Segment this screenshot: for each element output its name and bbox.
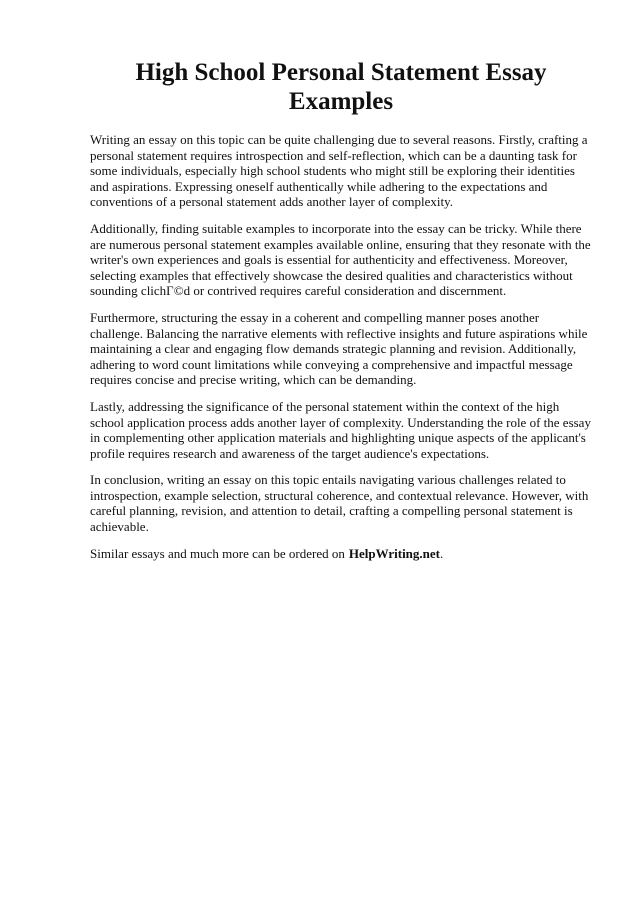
helpwriting-link[interactable]: HelpWriting.net [348, 545, 440, 561]
paragraph-conclusion: In conclusion, writing an essay on this topic entails navigating various challenges related to introspection, example selection, structural coherence, and contextual relevance. However, with careful planning, revision, and attention to detail, crafting a compelling personal statement is achievable. [90, 472, 589, 535]
paragraph-significance: Lastly, addressing the significance of the personal statement within the context of the high school application process adds another layer of complexity. Understanding the role of the essay in complementing other application materials and highlighting unique aspects of the applicant's profile requires research and awareness of the target audience's expectations. [90, 398, 591, 461]
paragraph-intro: Writing an essay on this topic can be quite challenging due to several reasons. Firstly, crafting a personal statement requires introspection and self-reflection, which can be a daunting task for some individuals, especially high school students who might still be exploring their identities and aspirations. Expressing oneself authentically while adhering to the expectations and conventions of a personal statement adds another layer of complexity. [90, 132, 588, 210]
footer-prefix: Similar essays and much more can be ordered on [90, 545, 345, 561]
paragraph-structure: Furthermore, structuring the essay in a coherent and compelling manner poses another challenge. Balancing the narrative elements with reflective insights and future aspirations while maintaining a clear and engaging flow demands strategic planning and revision. Additionally, adhering to word count limitations while conveying a comprehensive and impactful message requires concise and precise writing, which can be demanding. [90, 309, 588, 388]
page-title: High School Personal Statement Essay Examples [135, 59, 547, 115]
footer-note [90, 546, 592, 562]
paragraph-examples: Additionally, finding suitable examples to incorporate into the essay can be tricky. While there are numerous personal statement examples available online, ensuring that they resonate with the writer's own experiences and goals is essential for authenticity and effectiveness. Moreover, selecting examples that effectively showcase the desired qualities and characteristics without sounding clichΓ©d or contrived requires careful consideration and discernment. [90, 220, 591, 299]
footer-suffix: . [440, 545, 444, 561]
